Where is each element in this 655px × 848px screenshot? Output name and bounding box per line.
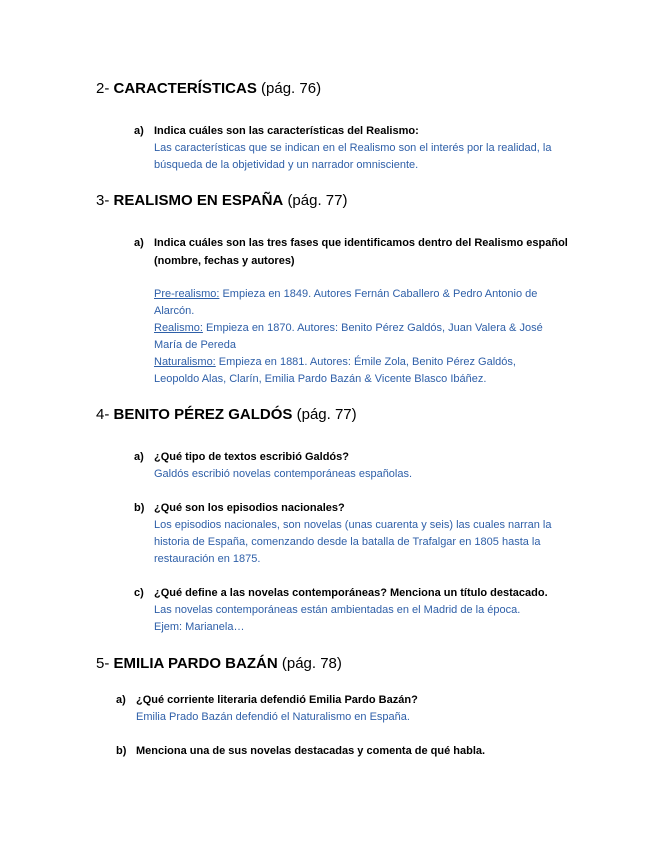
section-heading-2 xyxy=(96,80,321,97)
section-number: 3- xyxy=(96,192,110,209)
question-text: Indica cuáles son las características del Realismo: xyxy=(154,125,419,137)
answer-line: Las características que se indican en el Realismo son el interés por la realidad, la xyxy=(154,142,552,154)
phase-text: Empieza en 1870. Autores: Benito Pérez Galdós, Juan Valera & José xyxy=(202,322,543,334)
question-letter: a) xyxy=(134,125,144,137)
section-title: BENITO PÉREZ GALDÓS xyxy=(113,406,293,423)
phase-text: Empieza en 1849. Autores Fernán Caballero & Pedro Antonio de xyxy=(219,288,538,300)
section-title: REALISMO EN ESPAÑA xyxy=(113,192,284,209)
phase-text: Alarcón. xyxy=(154,305,195,317)
question-text: ¿Qué corriente literaria defendió Emilia Pardo Bazán? xyxy=(136,694,418,706)
phase-name: Naturalismo: xyxy=(154,356,216,368)
question-5b xyxy=(116,745,485,757)
phase-pre-realismo xyxy=(154,286,543,320)
section-number: 2- xyxy=(96,80,110,97)
answer-5a xyxy=(136,709,410,726)
question-letter: a) xyxy=(134,451,144,463)
answer-line: Ejem: Marianela… xyxy=(154,621,245,633)
section-heading-5 xyxy=(96,655,342,672)
section-heading-3 xyxy=(96,192,347,209)
answer-4c xyxy=(154,602,520,636)
section-title: CARACTERÍSTICAS xyxy=(113,80,257,97)
answer-line: Galdós escribió novelas contemporáneas españolas. xyxy=(154,468,413,480)
question-4b xyxy=(134,502,345,514)
question-letter: a) xyxy=(116,694,126,706)
question-5a xyxy=(116,694,418,706)
question-letter: b) xyxy=(116,745,127,757)
answer-line: restauración en 1875. xyxy=(154,553,261,565)
question-3a xyxy=(134,237,568,249)
question-text: Menciona una de sus novelas destacadas y comenta de qué habla. xyxy=(136,745,486,757)
phase-text: Leopoldo Alas, Clarín, Emilia Pardo Bazán & Vicente Blasco Ibáñez. xyxy=(154,373,487,385)
answer-3a xyxy=(154,286,543,388)
answer-line: Las novelas contemporáneas están ambientadas en el Madrid de la época. xyxy=(154,604,521,616)
question-text: ¿Qué tipo de textos escribió Galdós? xyxy=(154,451,349,463)
answer-line: Los episodios nacionales, son novelas (unas cuarenta y seis) las cuales narran la xyxy=(154,519,552,531)
answer-line: Emilia Prado Bazán defendió el Naturalismo en España. xyxy=(136,711,410,723)
phase-naturalismo xyxy=(154,354,543,388)
answer-line: búsqueda de la objetividad y un narrador omnisciente. xyxy=(154,159,419,171)
question-3a-continued xyxy=(154,255,295,267)
answer-2a xyxy=(154,140,551,174)
phase-name: Pre-realismo: xyxy=(154,288,220,300)
question-text: (nombre, fechas y autores) xyxy=(154,255,295,267)
section-title: EMILIA PARDO BAZÁN xyxy=(113,655,278,672)
question-4c xyxy=(134,587,548,599)
answer-4a xyxy=(154,466,412,483)
phase-text: María de Pereda xyxy=(154,339,236,351)
section-page: (pág. 76) xyxy=(261,80,322,97)
question-text: ¿Qué define a las novelas contemporáneas? Menciona un título destacado. xyxy=(154,587,548,599)
section-page: (pág. 77) xyxy=(287,192,348,209)
question-4a xyxy=(134,451,349,463)
section-heading-4 xyxy=(96,406,357,423)
phase-name: Realismo: xyxy=(154,322,203,334)
question-letter: c) xyxy=(134,587,144,599)
question-text: Indica cuáles son las tres fases que identificamos dentro del Realismo español xyxy=(154,237,568,249)
phase-text: Empieza en 1881. Autores: Émile Zola, Benito Pérez Galdós, xyxy=(215,356,516,368)
question-letter: a) xyxy=(134,237,144,249)
section-number: 5- xyxy=(96,655,110,672)
question-letter: b) xyxy=(134,502,145,514)
section-page: (pág. 77) xyxy=(296,406,357,423)
section-page: (pág. 78) xyxy=(281,655,342,672)
answer-4b xyxy=(154,517,551,568)
phase-realismo xyxy=(154,320,543,354)
answer-line: historia de España, comenzando desde la batalla de Trafalgar en 1805 hasta la xyxy=(154,536,541,548)
section-number: 4- xyxy=(96,406,110,423)
question-2a xyxy=(134,125,419,137)
question-text: ¿Qué son los episodios nacionales? xyxy=(154,502,345,514)
